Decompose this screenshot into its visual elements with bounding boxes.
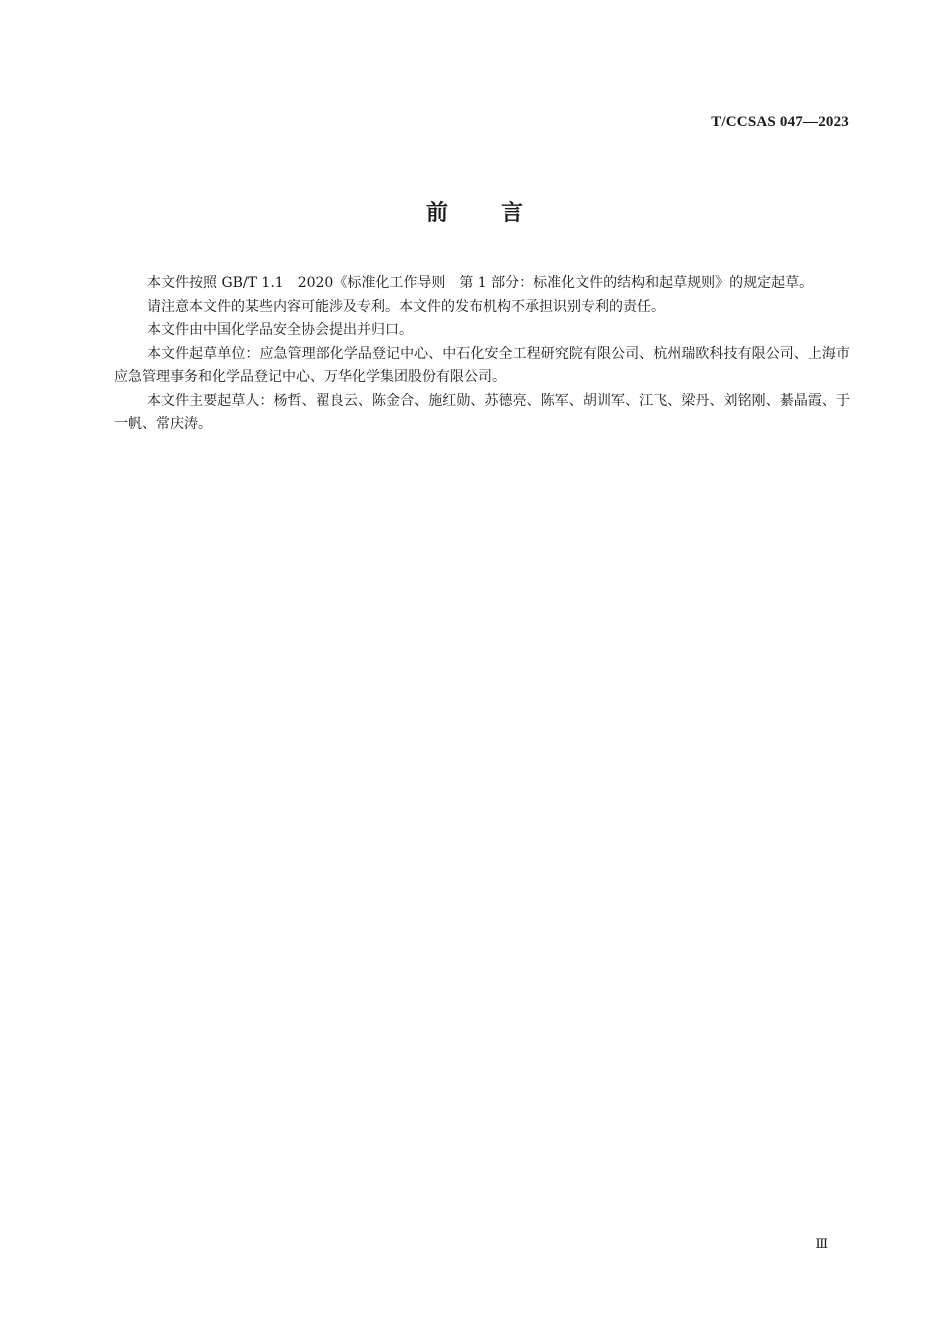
title-part-1: 前 [425,201,449,226]
page-title [0,196,950,227]
title-part-2: 言 [501,201,525,226]
page-number: Ⅲ [815,1236,828,1251]
foreword-body [114,272,850,437]
paragraph-patent-notice: 请注意本文件的某些内容可能涉及专利。本文件的发布机构不承担识别专利的责任。 [147,298,665,315]
paragraph-drafters: 本文件主要起草人：杨哲、翟良云、陈金合、施红勋、苏德亮、陈军、胡训军、江飞、梁丹、刘铭刚、綦晶霞、于一帆、常庆涛。 [114,392,850,432]
standard-code: T/CCSAS 047—2023 [711,114,849,130]
paragraph-drafting-units: 本文件起草单位：应急管理部化学品登记中心、中石化安全工程研究院有限公司、杭州瑞欧科技有限公司、上海市应急管理事务和化学品登记中心、万华化学集团股份有限公司。 [114,345,850,385]
paragraph-proposer: 本文件由中国化学品安全协会提出并归口。 [147,322,413,338]
paragraph-drafting-rules: 本文件按照 GB/T 1.1 2020《标准化工作导则 第 1 部分：标准化文件的结构和起草规则》的规定起草。 [147,275,814,291]
